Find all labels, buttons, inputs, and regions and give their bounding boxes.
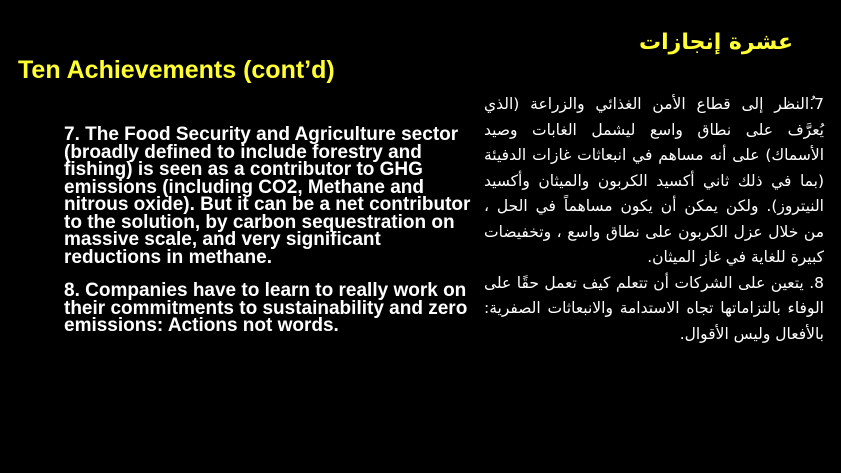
- slide-title-english: Ten Achievements (cont’d): [18, 56, 335, 84]
- slide-title-arabic: عشرة إنجازات: [639, 30, 793, 55]
- achievement-8-english: 8. Companies have to learn to really work on their commitments to sustainability and zero emissions: Actions not words.: [64, 280, 468, 336]
- arabic-body: [484, 92, 824, 347]
- achievement-7-english: 7. The Food Security and Agriculture sector (broadly defined to include forestry and fishing) is seen as a contributor to GHG emissions (including CO2, Methane and nitrous oxide). But it can be a net contributor to the solution, by carbon sequestration on massive scale, and very significant reductions in methane.: [64, 124, 471, 268]
- achievement-7-arabic: 7.ُالنظر إلى قطاع الأمن الغذائي والزراعة (الذي يُعرَّف على نطاق واسع ليشمل الغابات وصيد الأسماك) على أنه مساهم في انبعاثات غازات الدفيئة (بما في ذلك ثاني أكسيد الكربون والميثان وأكسيد النيتروز). ولكن يمكن أن يكون مساهماً في الحل ، من خلال عزل الكربون على نطاق واسع ، وتخفيضات كبيرة للغاية في غاز الميثان.: [484, 95, 824, 266]
- english-body: [64, 126, 474, 335]
- achievement-8-arabic: 8. يتعين على الشركات أن تتعلم كيف تعمل حقًا على الوفاء بالتزاماتها تجاه الاستدامة والانبعاثات الصفرية: بالأفعال وليس الأقوال.: [484, 273, 824, 343]
